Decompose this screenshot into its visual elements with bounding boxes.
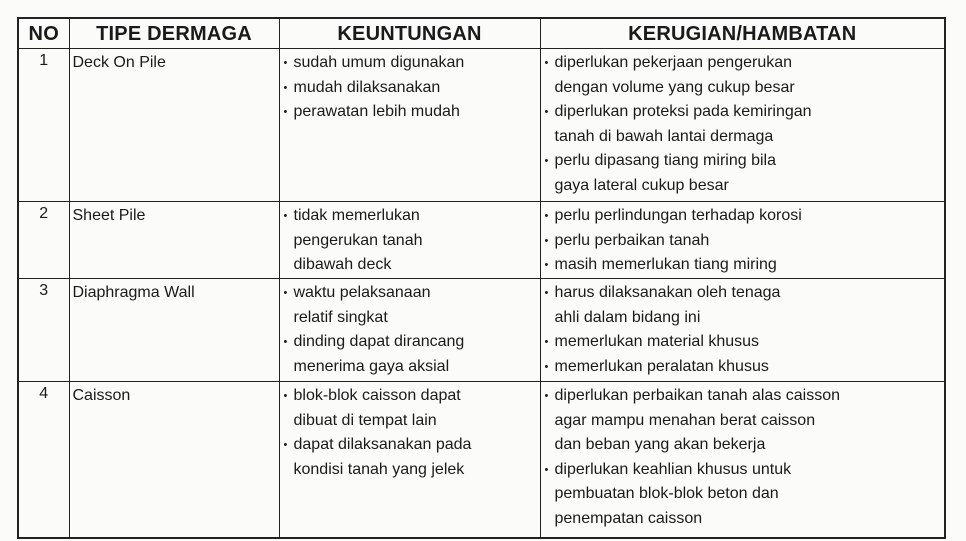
bullet-icon: • bbox=[283, 287, 288, 299]
cell-dock-type: Sheet Pile bbox=[69, 202, 279, 279]
header-dock-type: TIPE DERMAGA bbox=[69, 18, 279, 49]
table-row bbox=[18, 279, 945, 382]
cell-disadvantages bbox=[540, 279, 945, 382]
table-header-row bbox=[18, 18, 945, 49]
disadvantage-item: • perlu dipasang tiang miring bila gaya lateral cukup besar bbox=[545, 149, 945, 198]
cell-disadvantages bbox=[540, 202, 945, 279]
cell-no: 3 bbox=[18, 279, 69, 382]
advantage-item: • dapat dilaksanakan pada kondisi tanah yang jelek bbox=[284, 433, 540, 482]
bullet-icon: • bbox=[283, 81, 288, 94]
header-disadvantages: KERUGIAN/HAMBATAN bbox=[540, 18, 945, 49]
cell-dock-type: Caisson bbox=[69, 382, 279, 539]
cell-no: 4 bbox=[18, 382, 69, 539]
bullet-icon: • bbox=[544, 259, 549, 271]
bullet-icon: • bbox=[544, 210, 549, 222]
bullet-icon: • bbox=[544, 390, 549, 402]
table-row bbox=[18, 382, 945, 539]
bullet-icon: • bbox=[544, 234, 549, 247]
bullet-icon: • bbox=[283, 336, 288, 348]
advantage-item: • mudah dilaksanakan bbox=[284, 76, 540, 101]
bullet-icon: • bbox=[544, 106, 549, 118]
bullet-icon: • bbox=[544, 57, 549, 69]
bullet-icon: • bbox=[283, 210, 288, 222]
advantage-item: • sudah umum digunakan bbox=[284, 51, 540, 76]
advantage-item: • waktu pelaksanaan relatif singkat bbox=[284, 281, 540, 330]
disadvantage-item: • perlu perlindungan terhadap korosi bbox=[545, 204, 945, 229]
bullet-icon: • bbox=[544, 287, 549, 299]
cell-advantages bbox=[279, 202, 540, 279]
bullet-icon: • bbox=[283, 390, 288, 402]
disadvantage-item: • diperlukan proteksi pada kemiringan tanah di bawah lantai dermaga bbox=[545, 100, 945, 149]
table-body bbox=[18, 49, 945, 539]
table-row bbox=[18, 49, 945, 202]
advantage-item: • perawatan lebih mudah bbox=[284, 100, 540, 125]
bullet-icon: • bbox=[544, 360, 549, 373]
bullet-icon: • bbox=[283, 106, 288, 118]
cell-no: 1 bbox=[18, 49, 69, 202]
dock-type-comparison-table bbox=[17, 17, 946, 539]
cell-disadvantages bbox=[540, 49, 945, 202]
disadvantage-item: • masih memerlukan tiang miring bbox=[545, 253, 945, 278]
advantage-item: • dinding dapat dirancang menerima gaya aksial bbox=[284, 330, 540, 379]
table-row bbox=[18, 202, 945, 279]
advantage-item: • blok-blok caisson dapat dibuat di tempat lain bbox=[284, 384, 540, 433]
disadvantage-item: • memerlukan material khusus bbox=[545, 330, 945, 355]
advantage-item: • tidak memerlukan pengerukan tanah dibawah deck bbox=[284, 204, 540, 278]
cell-no: 2 bbox=[18, 202, 69, 279]
header-no: NO bbox=[18, 18, 69, 49]
disadvantage-item: • diperlukan keahlian khusus untuk pembuatan blok-blok beton dan penempatan caisson bbox=[545, 458, 945, 532]
bullet-icon: • bbox=[283, 57, 288, 69]
cell-dock-type: Diaphragma Wall bbox=[69, 279, 279, 382]
cell-advantages bbox=[279, 279, 540, 382]
cell-advantages bbox=[279, 382, 540, 539]
disadvantage-item: • diperlukan pekerjaan pengerukan dengan volume yang cukup besar bbox=[545, 51, 945, 100]
disadvantage-item: • memerlukan peralatan khusus bbox=[545, 355, 945, 380]
cell-advantages bbox=[279, 49, 540, 202]
bullet-icon: • bbox=[544, 155, 549, 167]
disadvantage-item: • diperlukan perbaikan tanah alas caisson agar mampu menahan berat caisson dan beban yang akan bekerja bbox=[545, 384, 945, 458]
cell-disadvantages bbox=[540, 382, 945, 539]
bullet-icon: • bbox=[544, 463, 549, 476]
disadvantage-item: • perlu perbaikan tanah bbox=[545, 229, 945, 254]
cell-dock-type: Deck On Pile bbox=[69, 49, 279, 202]
bullet-icon: • bbox=[544, 336, 549, 348]
header-advantages: KEUNTUNGAN bbox=[279, 18, 540, 49]
bullet-icon: • bbox=[283, 439, 288, 451]
disadvantage-item: • harus dilaksanakan oleh tenaga ahli dalam bidang ini bbox=[545, 281, 945, 330]
